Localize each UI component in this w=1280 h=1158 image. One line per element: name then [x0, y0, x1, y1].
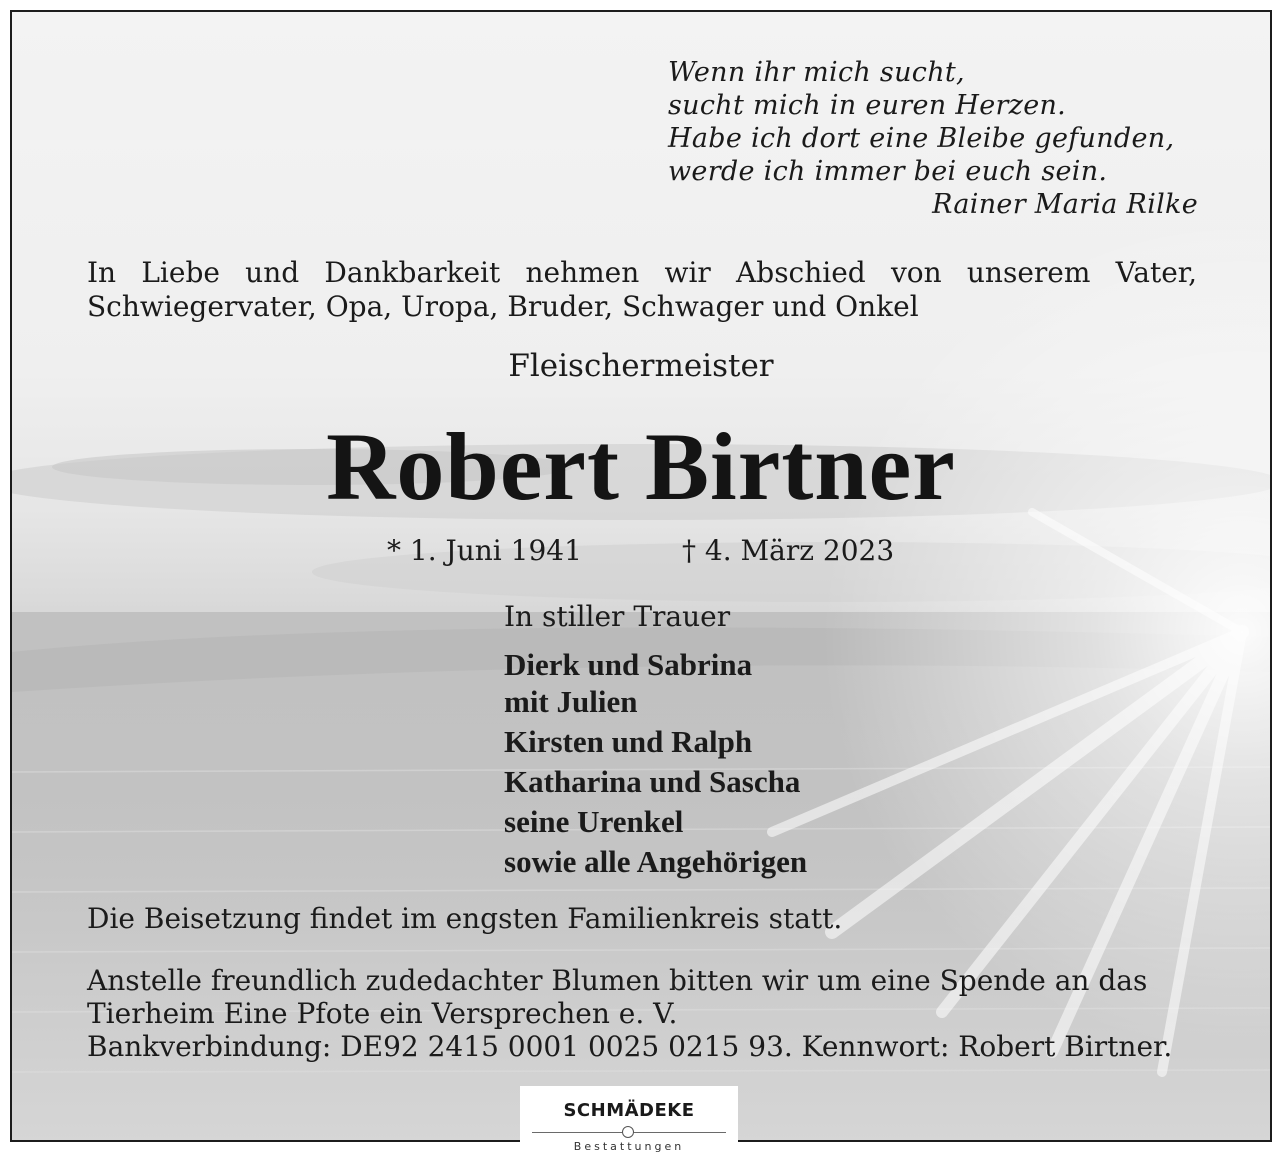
donation-line: Anstelle freundlich zudedachter Blumen bitten wir um eine Spende an das — [87, 964, 1148, 997]
obituary-card — [10, 10, 1272, 1142]
deceased-title: Fleischermeister — [508, 348, 774, 384]
poem-line: sucht mich in euren Herzen. — [668, 90, 1067, 121]
poem-line: Habe ich dort eine Bleibe gefunden, — [668, 123, 1175, 154]
funeral-home-logo — [520, 1086, 738, 1153]
poem-line: Wenn ihr mich sucht, — [668, 57, 965, 88]
mourner-name: mit Julien — [504, 684, 638, 719]
mourner-name: seine Urenkel — [504, 804, 684, 839]
bank-details: Bankverbindung: DE92 2415 0001 0025 0215 93. Kennwort: Robert Birtner. — [87, 1030, 1173, 1063]
poem-author: Rainer Maria Rilke — [932, 189, 1198, 220]
mourner-name: sowie alle Angehörigen — [504, 844, 808, 879]
mourners-list — [504, 648, 807, 882]
logo-name: SCHMÄDEKE — [563, 1100, 695, 1121]
death-date: † 4. März 2023 — [682, 534, 895, 567]
donation-line: Tierheim Eine Pfote ein Versprechen e. V. — [87, 997, 678, 1030]
mourner-name: Katharina und Sascha — [504, 764, 801, 799]
deceased-name: Robert Birtner — [326, 413, 956, 520]
logo-subtitle: Bestattungen — [573, 1140, 685, 1153]
mourner-name: Dierk und Sabrina — [504, 647, 753, 682]
poem-line: werde ich immer bei euch sein. — [668, 156, 1108, 187]
intro-text: In Liebe und Dankbarkeit nehmen wir Abschied von unserem Vater, Schwiegervater, Opa, Uropa, Bruder, Schwager und Onkel — [87, 256, 1197, 323]
mourning-heading: In stiller Trauer — [504, 600, 731, 633]
donation-request — [87, 964, 1197, 1063]
poem — [668, 56, 1198, 221]
funeral-note: Die Beisetzung findet im engsten Familienkreis statt. — [87, 902, 843, 935]
sun-icon — [622, 1126, 634, 1138]
mourner-name: Kirsten und Ralph — [504, 724, 753, 759]
birth-date: * 1. Juni 1941 — [387, 534, 582, 567]
